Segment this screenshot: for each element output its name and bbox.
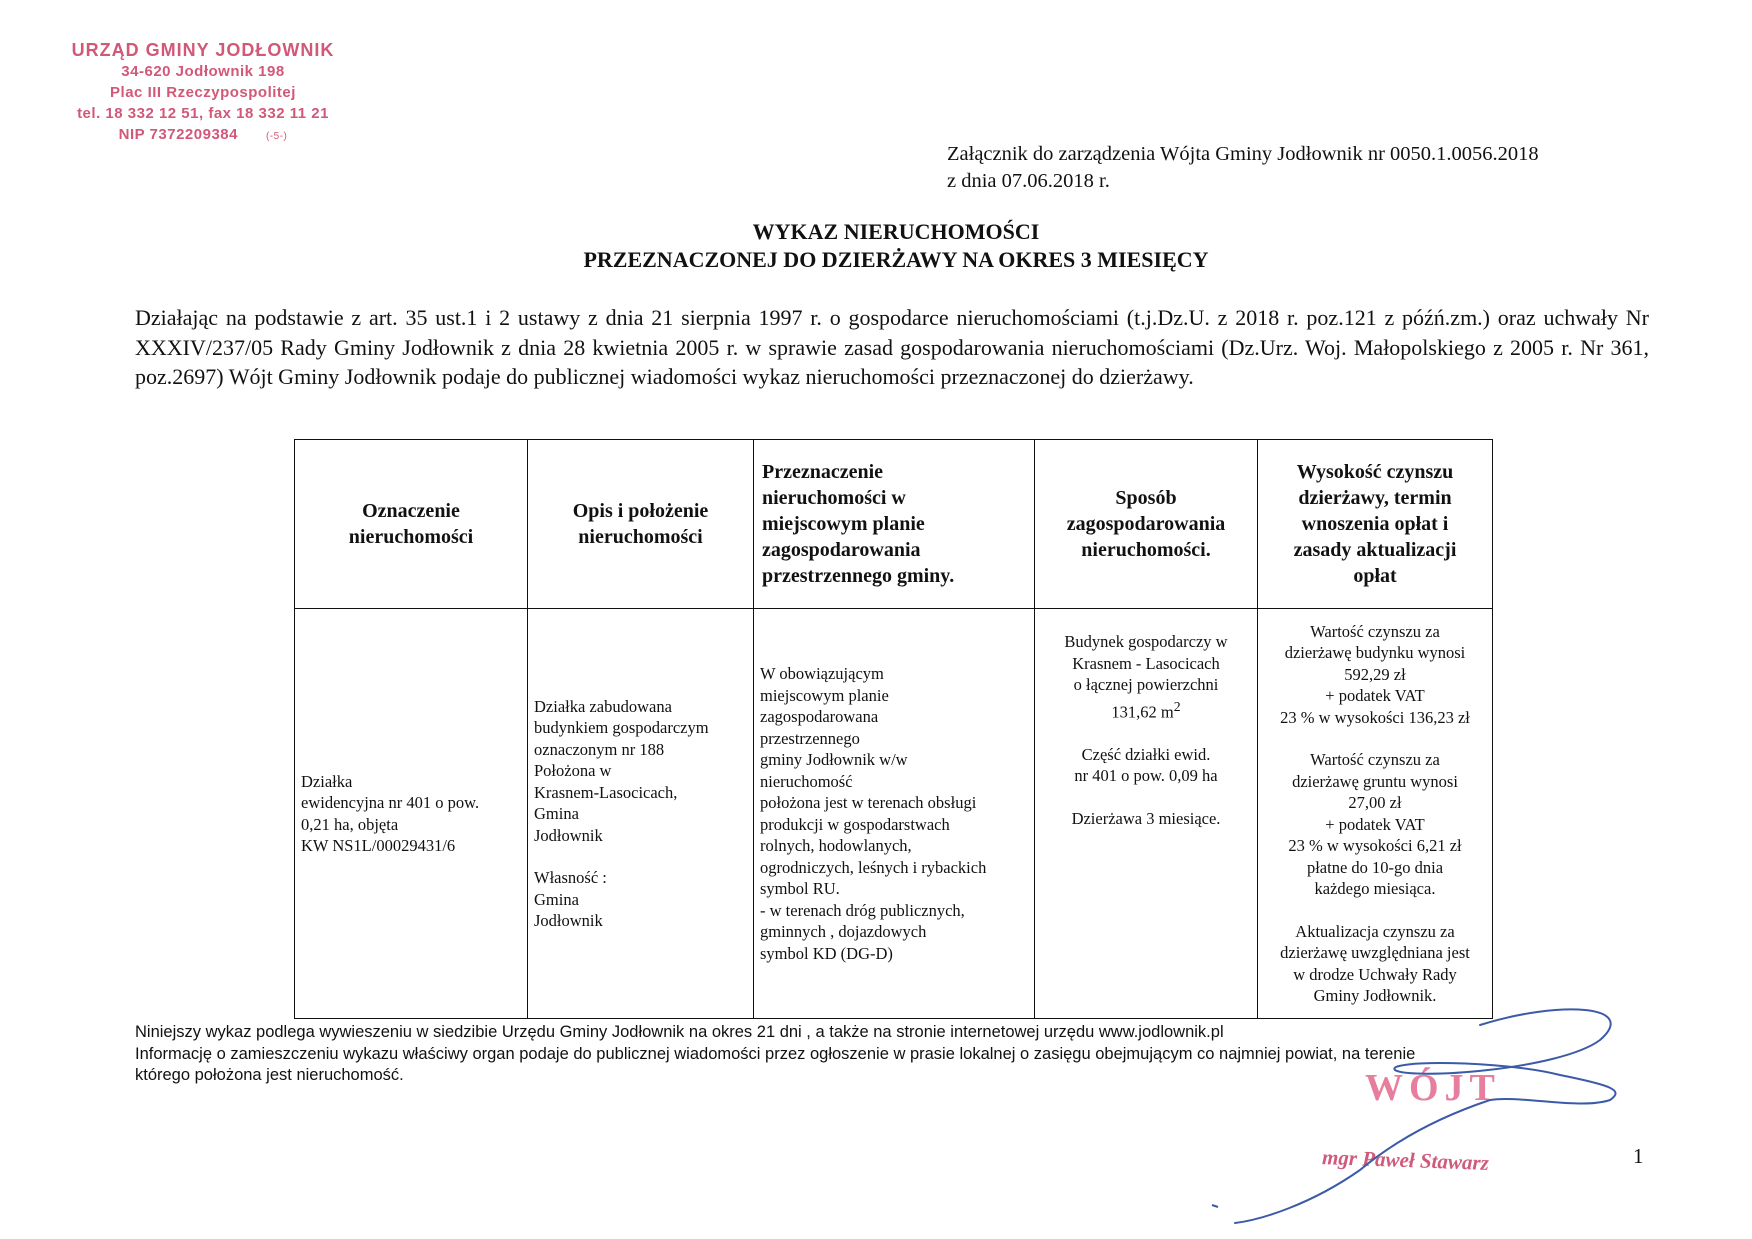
- header-opis: Opis i położenie nieruchomości: [528, 440, 754, 609]
- sposob-plot: Część działki ewid. nr 401 o pow. 0,09 ha: [1074, 744, 1218, 785]
- czynsz-building: Wartość czynszu za dzierżawę budynku wynosi 592,29 zł + podatek VAT 23 % w wysokości 136,23 zł: [1280, 621, 1470, 727]
- czynsz-land: Wartość czynszu za dzierżawę gruntu wynosi 27,00 zł + podatek VAT 23 % w wysokości 6,21 zł płatne do 10-go dnia każdego miesiąca.: [1288, 750, 1462, 898]
- header-przeznaczenie: Przeznaczenie nieruchomości w miejscowym planie zagospodarowania przestrzennego gminy.: [754, 440, 1035, 609]
- cell-czynsz: [1258, 609, 1493, 1019]
- attachment-reference: [947, 141, 1539, 195]
- cell-oznaczenie: Działka ewidencyjna nr 401 o pow. 0,21 ha, objęta KW NS1L/00029431/6: [295, 609, 528, 1019]
- czynsz-update: Aktualizacja czynszu za dzierżawę uwzględniana jest w drodze Uchwały Rady Gminy Jodłownik.: [1280, 921, 1470, 1005]
- stamp-street: Plac III Rzeczypospolitej: [110, 84, 296, 101]
- signature-title-stamp: WÓJT: [1365, 1067, 1501, 1109]
- attachment-line-1: Załącznik do zarządzenia Wójta Gminy Jodłownik nr 0050.1.0056.2018: [947, 143, 1539, 165]
- stamp-number: (-5-): [265, 131, 288, 142]
- document-title: [0, 218, 1752, 274]
- sposob-duration: Dzierżawa 3 miesiące.: [1071, 808, 1221, 828]
- stamp-nip-line: [58, 124, 348, 147]
- page-number: 1: [1633, 1144, 1644, 1168]
- stamp-nip: NIP 7372209384: [118, 126, 238, 143]
- header-sposob: Sposób zagospodarowania nieruchomości.: [1035, 440, 1258, 609]
- title-line-1: WYKAZ NIERUCHOMOŚCI: [752, 219, 1040, 244]
- sposob-unit-exponent: 2: [1173, 698, 1181, 714]
- sposob-building: [1041, 631, 1251, 723]
- title-line-2: PRZEZNACZONEJ DO DZIERŻAWY NA OKRES 3 MIESIĘCY: [583, 247, 1209, 272]
- cell-przeznaczenie: W obowiązującym miejscowym planie zagospodarowana przestrzennego gminy Jodłownik w/w nieruchomość położona jest w terenach obsługi produkcji w gospodarstwach rolnych, hodowlanych, ogrodniczych, leśnych i rybackich symbol RU. - w terenach dróg publicznych, gminnych , dojazdowych symbol KD (DG-D): [754, 609, 1035, 1019]
- sposob-building-text: Budynek gospodarczy w Krasnem - Lasocicach o łącznej powierzchni 131,62 m: [1064, 632, 1228, 721]
- office-stamp: [58, 40, 348, 147]
- signature-name-stamp: mgr Paweł Stawarz: [1321, 1145, 1490, 1175]
- table-header-row: [295, 440, 1493, 609]
- stamp-address: 34-620 Jodłownik 198: [121, 63, 285, 80]
- stamp-office-name: URZĄD GMINY JODŁOWNIK: [71, 40, 335, 60]
- wlasnosc-text: Własność : Gmina Jodłownik: [534, 868, 607, 930]
- cell-opis: [528, 609, 754, 1019]
- attachment-date: z dnia 07.06.2018 r.: [947, 170, 1110, 192]
- header-oznaczenie: Oznaczenie nieruchomości: [295, 440, 528, 609]
- footer-line-2: Informację o zamieszczeniu wykazu właściwy organ podaje do publicznej wiadomości przez ogłoszenie w prasie lokalnej o zasięgu obejmującym co najmniej powiat, na terenie: [135, 1044, 1416, 1063]
- footer-line-1: Niniejszy wykaz podlega wywieszeniu w siedzibie Urzędu Gminy Jodłownik na okres 21 dni , a także na stronie internetowej urzędu www.jodlownik.pl: [135, 1023, 1224, 1041]
- property-table: [294, 439, 1493, 1019]
- table-row: [295, 609, 1493, 1019]
- header-czynsz: Wysokość czynszu dzierżawy, termin wnoszenia opłat i zasady aktualizacji opłat: [1258, 440, 1493, 609]
- intro-paragraph: Działając na podstawie z art. 35 ust.1 i 2 ustawy z dnia 21 sierpnia 1997 r. o gospodarce nieruchomościami (t.j.Dz.U. z 2018 r. poz.121 z późń.zm.) oraz uchwały Nr XXXIV/237/05 Rady Gminy Jodłownik z dnia 28 kwietnia 2005 r. w sprawie zasad gospodarowania nieruchomościami (Dz.Urz. Woj. Małopolskiego z 2005 r. Nr 361, poz.2697) Wójt Gminy Jodłownik podaje do publicznej wiadomości wykaz nieruchomości przeznaczonej do dzierżawy.: [135, 305, 1649, 389]
- stamp-phone: tel. 18 332 12 51, fax 18 332 11 21: [77, 105, 329, 122]
- cell-sposob: [1035, 609, 1258, 1019]
- footer-line-3: którego położona jest nieruchomość.: [135, 1066, 404, 1084]
- opis-text: Działka zabudowana budynkiem gospodarczym oznaczonym nr 188 Położona w Krasnem-Lasocicach, Gmina Jodłownik: [534, 696, 709, 845]
